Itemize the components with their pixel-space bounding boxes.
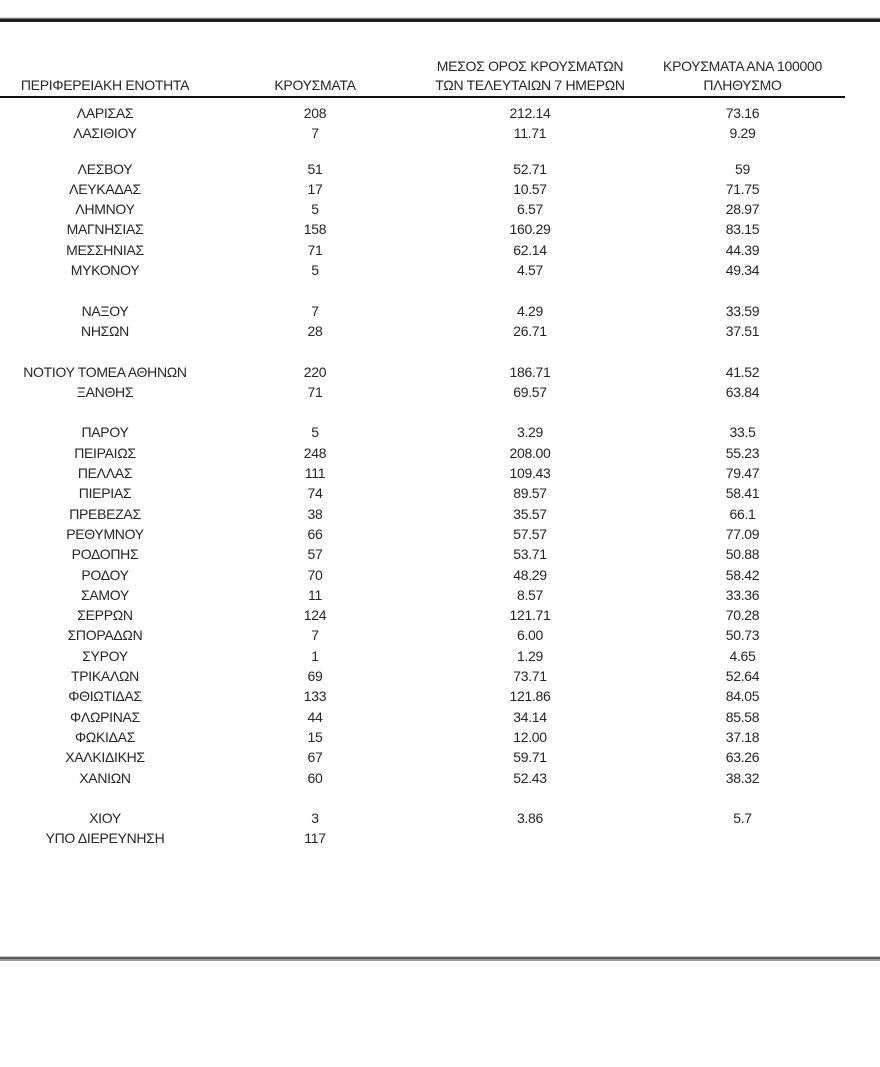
avg7-cell: 53.71	[513, 546, 547, 563]
per100k-cell: 5.7	[733, 810, 752, 827]
group-spacer	[0, 788, 845, 808]
header-line: ΠΛΗΘΥΣΜΟ	[703, 77, 782, 93]
cases-cell: 5	[311, 424, 319, 441]
region-name-cell: ΞΑΝΘΗΣ	[76, 383, 134, 400]
cases-cell: 44	[307, 708, 323, 725]
per100k-cell: 85.58	[725, 708, 760, 725]
region-name-cell: ΛΕΣΒΟΥ	[77, 160, 133, 177]
header-line: ΤΩΝ ΤΕΛΕΥΤΑΙΩΝ 7 ΗΜΕΡΩΝ	[435, 77, 625, 93]
cases-cell: 66	[307, 525, 323, 542]
per100k-cell: 77.09	[725, 525, 760, 542]
per100k-cell: 41.52	[725, 363, 760, 380]
cases-cell: 17	[307, 180, 323, 197]
per100k-cell: 49.34	[725, 262, 760, 279]
region-name-cell: ΝΗΣΩΝ	[81, 322, 129, 339]
avg7-cell: 6.00	[516, 627, 544, 644]
per100k-cell: 63.26	[725, 749, 760, 766]
header-line	[0, 57, 210, 76]
per100k-cell: 71.75	[725, 180, 760, 197]
avg7-cell: 52.43	[513, 769, 547, 786]
region-name-cell: ΣΠΟΡΑΔΩΝ	[67, 627, 143, 644]
avg7-cell: 89.57	[513, 485, 547, 502]
avg7-cell: 57.57	[513, 525, 547, 542]
cases-cell: 3	[311, 810, 319, 827]
avg7-cell: 121.71	[509, 607, 551, 624]
avg7-cell: 10.57	[513, 180, 547, 197]
per100k-cell: 33.5	[729, 424, 756, 441]
cases-cell: 71	[307, 241, 323, 258]
header-line	[210, 57, 420, 76]
per100k-cell: 50.73	[725, 627, 760, 644]
table-row	[0, 123, 845, 143]
region-name-cell: ΧΑΛΚΙΔΙΚΗΣ	[65, 749, 145, 766]
cases-cell: 7	[311, 627, 319, 644]
cases-cell: 208	[303, 105, 327, 121]
avg7-cell: 69.57	[513, 383, 547, 400]
avg7-cell: 6.57	[516, 201, 544, 218]
group-spacer	[0, 280, 845, 300]
region-name-cell: ΜΥΚΟΝΟΥ	[70, 262, 140, 279]
table-row	[0, 585, 845, 605]
table-row	[0, 301, 845, 321]
table-row	[0, 159, 845, 179]
region-name-cell: ΠΕΙΡΑΙΩΣ	[74, 444, 136, 461]
table-row	[0, 240, 845, 260]
table-row	[0, 808, 845, 828]
group-spacer	[0, 341, 845, 361]
table-row	[0, 544, 845, 564]
cases-cell: 15	[307, 728, 323, 745]
region-name-cell: ΡΕΘΥΜΝΟΥ	[66, 525, 144, 542]
region-name-cell: ΧΑΝΙΩΝ	[79, 769, 131, 786]
cases-cell: 67	[307, 749, 323, 766]
cases-cell: 117	[304, 830, 326, 847]
region-name-cell: ΦΘΙΩΤΙΔΑΣ	[68, 688, 142, 705]
region-name-cell: ΤΡΙΚΑΛΩΝ	[71, 668, 139, 685]
avg7-cell: 35.57	[513, 505, 547, 522]
region-name-cell: ΠΡΕΒΕΖΑΣ	[69, 505, 141, 522]
per100k-cell: 66.1	[729, 505, 756, 522]
avg7-cell: 12.00	[513, 728, 547, 745]
cases-cell: 133	[303, 688, 327, 705]
avg7-cell: 48.29	[513, 566, 547, 583]
cases-cell: 74	[307, 485, 323, 502]
cases-cell: 7	[311, 125, 319, 142]
region-name-cell: ΛΑΡΙΣΑΣ	[76, 105, 134, 121]
table-row	[0, 605, 845, 625]
table-row	[0, 362, 845, 382]
table-row	[0, 666, 845, 686]
table-row	[0, 524, 845, 544]
per100k-cell: 9.29	[729, 125, 756, 142]
table-row	[0, 747, 845, 767]
per100k-cell: 37.18	[725, 728, 760, 745]
avg7-cell: 59.71	[513, 749, 547, 766]
avg7-cell: 52.71	[513, 160, 547, 177]
table-row	[0, 727, 845, 747]
cases-cell: 248	[303, 444, 327, 461]
avg7-cell: 1.29	[516, 647, 544, 664]
table-header	[0, 57, 845, 98]
per100k-cell	[640, 828, 845, 848]
region-name-cell: ΣΕΡΡΩΝ	[77, 607, 133, 624]
table-row	[0, 321, 845, 341]
region-name-cell: ΡΟΔΟΠΗΣ	[71, 546, 139, 563]
avg7-cell	[420, 828, 640, 848]
table-row	[0, 382, 845, 402]
region-name-cell: ΜΑΓΝΗΣΙΑΣ	[66, 221, 144, 238]
cases-cell: 111	[304, 465, 326, 482]
table-row	[0, 179, 845, 199]
region-name-cell: ΠΕΛΛΑΣ	[77, 465, 133, 482]
per100k-cell: 58.42	[725, 566, 760, 583]
table-row	[0, 504, 845, 524]
group-spacer	[0, 402, 845, 422]
per100k-cell: 37.51	[725, 322, 760, 339]
cases-cell: 11	[308, 586, 322, 603]
per100k-cell: 33.59	[725, 302, 760, 319]
cases-cell: 69	[307, 668, 323, 685]
per100k-cell: 52.64	[725, 668, 760, 685]
region-name-cell: ΠΑΡΟΥ	[81, 424, 129, 441]
region-name-cell: ΦΩΚΙΔΑΣ	[74, 728, 136, 745]
region-name-cell: ΥΠΟ ΔΙΕΡΕΥΝΗΣΗ	[45, 830, 165, 847]
region-name-cell: ΣΑΜΟΥ	[81, 586, 129, 603]
avg7-cell: 26.71	[513, 322, 547, 339]
per100k-cell: 4.65	[729, 647, 756, 664]
table-row	[0, 260, 845, 280]
avg7-cell: 8.57	[516, 586, 544, 603]
group-spacer	[0, 144, 845, 159]
per100k-cell: 59	[735, 160, 750, 177]
per100k-cell: 55.23	[725, 444, 760, 461]
header-line: ΠΕΡΙΦΕΡΕΙΑΚΗ ΕΝΟΤΗΤΑ	[20, 77, 190, 93]
table-row	[0, 768, 845, 788]
region-name-cell: ΡΟΔΟΥ	[81, 566, 129, 583]
region-name-cell: ΛΗΜΝΟΥ	[75, 201, 135, 218]
per100k-cell: 79.47	[725, 465, 760, 482]
avg7-cell: 160.29	[509, 221, 551, 238]
cases-cell: 71	[307, 383, 323, 400]
per100k-cell: 83.15	[725, 221, 760, 238]
cases-cell: 51	[307, 160, 323, 177]
header-avg-7day	[420, 57, 640, 95]
table-row	[0, 625, 845, 645]
per100k-cell: 73.16	[725, 105, 760, 121]
avg7-cell: 11.71	[513, 125, 547, 142]
per100k-cell: 84.05	[725, 688, 760, 705]
table-row	[0, 686, 845, 706]
table-row	[0, 565, 845, 585]
table-row	[0, 219, 845, 239]
avg7-cell: 34.14	[513, 708, 547, 725]
table-row	[0, 199, 845, 219]
table-row	[0, 463, 845, 483]
region-name-cell: ΜΕΣΣΗΝΙΑΣ	[66, 241, 144, 258]
cases-cell: 1	[311, 647, 319, 664]
avg7-cell: 62.14	[513, 241, 547, 258]
region-name-cell: ΛΕΥΚΑΔΑΣ	[69, 180, 141, 197]
table-row	[0, 422, 845, 442]
per100k-cell: 38.32	[725, 769, 760, 786]
per100k-cell: 58.41	[725, 485, 760, 502]
region-name-cell: ΦΛΩΡΙΝΑΣ	[70, 708, 140, 725]
header-cases	[210, 57, 420, 95]
header-line: ΜΕΣΟΣ ΟΡΟΣ ΚΡΟΥΣΜΑΤΩΝ	[436, 58, 624, 74]
region-name-cell: ΝΟΤΙΟΥ ΤΟΜΕΑ ΑΘΗΝΩΝ	[23, 363, 187, 380]
header-line: ΚΡΟΥΣΜΑΤΑ ΑΝΑ 100000	[663, 58, 822, 74]
per100k-cell: 63.84	[725, 383, 760, 400]
avg7-cell: 4.57	[516, 262, 544, 279]
avg7-cell: 3.29	[516, 424, 544, 441]
regional-cases-table	[0, 57, 845, 849]
region-name-cell: ΠΙΕΡΙΑΣ	[78, 485, 132, 502]
cases-cell: 124	[303, 607, 327, 624]
avg7-cell: 73.71	[513, 668, 547, 685]
header-regional-unit	[0, 57, 210, 95]
per100k-cell: 44.39	[725, 241, 760, 258]
avg7-cell: 186.71	[509, 363, 551, 380]
page-top-separator	[0, 17, 880, 22]
table-row	[0, 443, 845, 463]
cases-cell: 57	[307, 546, 323, 563]
cases-cell: 28	[307, 322, 323, 339]
per100k-cell: 50.88	[725, 546, 760, 563]
cases-cell: 38	[307, 505, 323, 522]
avg7-cell: 208.00	[509, 444, 551, 461]
table-row	[0, 828, 845, 848]
page-bottom-separator	[0, 956, 880, 961]
cases-cell: 70	[307, 566, 323, 583]
cases-cell: 5	[311, 201, 319, 218]
per100k-cell: 70.28	[725, 607, 760, 624]
cases-cell: 7	[311, 302, 319, 319]
avg7-cell: 4.29	[516, 302, 544, 319]
region-name-cell: ΧΙΟΥ	[89, 810, 121, 827]
avg7-cell: 3.86	[516, 810, 544, 827]
table-row	[0, 646, 845, 666]
cases-cell: 158	[303, 221, 327, 238]
avg7-cell: 212.14	[509, 105, 551, 121]
table-row	[0, 483, 845, 503]
header-per-100k	[640, 57, 845, 95]
cases-cell: 5	[311, 262, 319, 279]
table-row	[0, 707, 845, 727]
header-line: ΚΡΟΥΣΜΑΤΑ	[274, 77, 356, 93]
region-name-cell: ΛΑΣΙΘΙΟΥ	[73, 125, 137, 142]
cases-cell: 220	[303, 363, 327, 380]
table-row	[0, 103, 845, 123]
per100k-cell: 33.36	[725, 586, 760, 603]
region-name-cell: ΝΑΞΟΥ	[81, 302, 129, 319]
table-body	[0, 103, 845, 849]
region-name-cell: ΣΥΡΟΥ	[82, 647, 128, 664]
avg7-cell: 121.86	[509, 688, 551, 705]
cases-cell: 60	[307, 769, 323, 786]
avg7-cell: 109.43	[509, 465, 551, 482]
per100k-cell: 28.97	[725, 201, 760, 218]
